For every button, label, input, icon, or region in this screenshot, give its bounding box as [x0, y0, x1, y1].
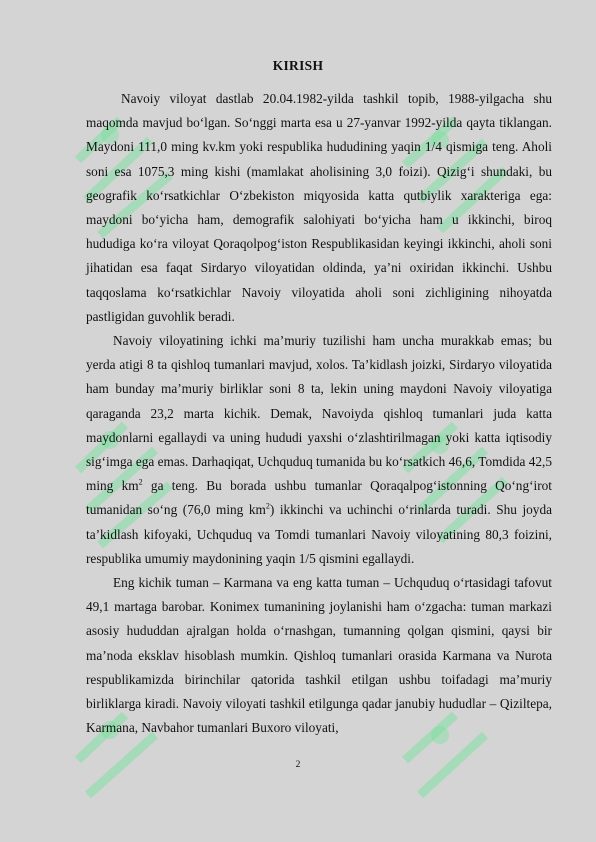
superscript-1: 2 [138, 477, 143, 487]
paragraph-2-part-2: ga teng. Bu borada ushbu tumanlar Qoraqalpog‘istonning Qo‘ng‘irot tumanidan so‘ng (76,0 ming km [86, 478, 552, 518]
paragraph-2-part-3: ) ikkinchi va uchinchi o‘rinlarda turadi. Shu joyda ta’kidlash kifoyaki, Uchquduq va Tomdi tumanlari Navoiy viloyatining 80,3 foizini, respublika umumiy maydonining yaqin 1/5 qismini egallaydi. [86, 502, 553, 566]
paragraph-3: Eng kichik tuman – Karmana va eng katta tuman – Uchquduq o‘rtasidagi tafovut 49,1 martaga barobar. Konimex tumanining joylanishi ham o‘zgacha: tuman markazi asosiy hududdan ajralgan holda o‘rnashgan, tumanning qolgan qismini, qaysi bir ma’noda eksklav hisoblash mumkin. Qishloq tumanlari orasida Karmana va Nurota respublikamizda birinchilar qatorida tashkil etilgan ushbu toifadagi ma’muriy birliklarga kiradi. Navoiy viloyati tashkil etilgunga qadar janubiy hududlar – Qiziltepa, Karmana, Navbahor tumanlari Buxoro viloyati, [86, 575, 552, 736]
paragraph-2-part-1: Navoiy viloyatining ichki ma’muriy tuzilishi ham uncha murakkab emas; bu yerda atigi 8 ta qishloq tumanlari mavjud, xolos. Ta’kidlash joizki, Sirdaryo viloyatida ham bunday ma’muriy birliklar soni 8 ta, lekin uning maydoni Navoiy viloyatiga qaraganda 23,2 marta kichik. Demak, Navoiyda qishloq tumanlari juda katta maydonlarni egallaydi va uning hududi yaxshi o‘zlashtirilmagan yoki katta iqtisodiy sig‘imga ega emas. Darhaqiqat, Uchquduq tumanida bu ko‘rsatkich 46,6, Tomdida 42,5 ming km [86, 333, 552, 494]
body-text [86, 87, 552, 740]
paragraph-1: Navoiy viloyat dastlab 20.04.1982-yilda tashkil topib, 1988-yilgacha shu maqomda mavjud bo‘lgan. So‘nggi marta esa u 27-yanvar 1992-yilda qayta tiklangan. Maydoni 111,0 ming kv.km yoki respublika hududining yaqin 1/4 qismiga teng. Aholi soni esa 1075,3 ming kishi (mamlakat aholisining 3,0 foizi). Qizig‘i shundaki, bu geografik ko‘rsatkichlar O‘zbekiston miqyosida katta qutbiylik xarakteriga ega: maydoni bo‘yicha ham, demografik salohiyati bo‘yicha ham u ikkinchi, biroq hududiga ko‘ra viloyat Qoraqolpog‘iston Respublikasidan keyingi ikkinchi, aholi soni jihatidan esa faqat Sirdaryo viloyatidan oldinda, ya’ni oxiridan ikkinchi. Ushbu taqqoslama ko‘rsatkichlar Navoiy viloyatida aholi soni zichligining nihoyatda pastligidan guvohlik beradi. [86, 91, 552, 324]
paragraph-2 [86, 329, 552, 571]
page-title: KIRISH [272, 58, 324, 73]
superscript-2: 2 [265, 502, 270, 512]
page-number: 2 [295, 760, 301, 770]
